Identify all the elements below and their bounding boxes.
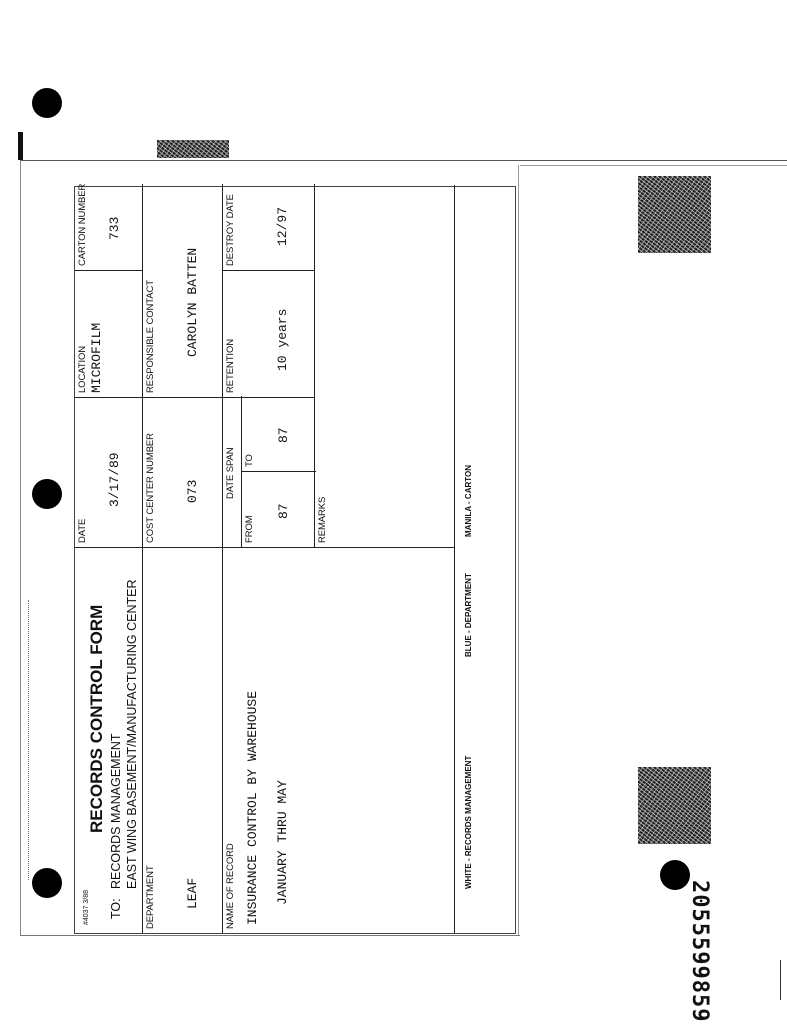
department-cell — [142, 548, 223, 933]
retention-label: RETENTION — [225, 339, 236, 393]
contact-value: CAROLYN BATTEN — [185, 247, 200, 357]
scan-line-top-2 — [520, 165, 787, 166]
from-label: FROM — [244, 515, 255, 543]
location-cell — [75, 270, 142, 398]
form-title: RECORDS CONTROL FORM — [87, 604, 106, 833]
remarks-label: REMARKS — [317, 496, 328, 543]
retention-cell — [222, 270, 315, 398]
name-of-record-line-2: JANUARY THRU MAY — [275, 780, 290, 905]
copy-blue: BLUE - DEPARTMENT — [464, 573, 473, 657]
destroy-date-value: 12/97 — [275, 206, 290, 246]
scan-line-bottom — [20, 935, 520, 936]
department-label: DEPARTMENT — [145, 865, 156, 929]
scan-noise-block-top — [157, 140, 229, 158]
form-number: #4037 3/88 — [83, 889, 90, 925]
carton-cell — [75, 184, 142, 271]
punch-hole-middle — [32, 479, 62, 509]
cost-center-value: 073 — [185, 479, 200, 503]
copy-manila: MANILA - CARTON — [464, 465, 473, 537]
contact-label: RESPONSIBLE CONTACT — [145, 279, 156, 393]
date-value: 3/17/89 — [107, 452, 122, 507]
copy-distribution-footer — [454, 185, 517, 933]
carton-label: CARTON NUMBER — [77, 183, 88, 266]
scan-line-right — [518, 165, 519, 935]
bates-number: 2055599859 — [687, 880, 712, 1023]
name-of-record-line-1: INSURANCE CONTROL BY WAREHOUSE — [245, 690, 260, 925]
carton-value: 733 — [107, 216, 122, 240]
name-of-record-label: NAME OF RECORD — [225, 843, 236, 929]
cost-center-label: COST CENTER NUMBER — [145, 433, 156, 543]
remarks-cell — [314, 184, 455, 548]
scan-speckles — [28, 600, 29, 880]
retention-value: 10 years — [275, 308, 290, 371]
department-value: LEAF — [185, 877, 200, 909]
to-line-1: RECORDS MANAGEMENT — [109, 733, 123, 889]
date-cell — [75, 397, 142, 548]
date-span-from — [241, 472, 316, 547]
punch-hole-top — [32, 88, 62, 118]
from-value: 87 — [276, 503, 291, 519]
to-span-label: TO — [244, 454, 255, 467]
date-span-to — [241, 396, 316, 472]
date-span-cell — [222, 397, 315, 548]
name-of-record-cell — [222, 548, 455, 933]
date-label: DATE — [77, 518, 88, 543]
to-value: 87 — [276, 427, 291, 443]
cost-center-cell — [142, 397, 223, 548]
scan-line-top — [20, 160, 787, 161]
records-control-form — [74, 183, 516, 934]
scan-line-far-right — [780, 960, 781, 1000]
scan-noise-block-right-bottom — [638, 767, 711, 844]
to-line-2: EAST WING BASEMENT/MANUFACTURING CENTER — [125, 579, 139, 889]
to-label: TO: — [109, 898, 123, 919]
destroy-date-cell — [222, 184, 315, 271]
punch-hole-bottom-left — [32, 868, 62, 898]
location-label: LOCATION — [77, 345, 88, 393]
contact-cell — [142, 184, 223, 398]
location-value: MICROFILM — [89, 322, 104, 393]
date-span-label: DATE SPAN — [225, 447, 236, 499]
left-edge-mark — [18, 132, 23, 160]
destroy-date-label: DESTROY DATE — [225, 194, 236, 266]
scan-line-left — [20, 160, 21, 935]
punch-hole-bottom-right — [660, 860, 690, 890]
scan-noise-block-right-top — [638, 176, 711, 253]
copy-white: WHITE - RECORDS MANAGEMENT — [464, 755, 473, 889]
